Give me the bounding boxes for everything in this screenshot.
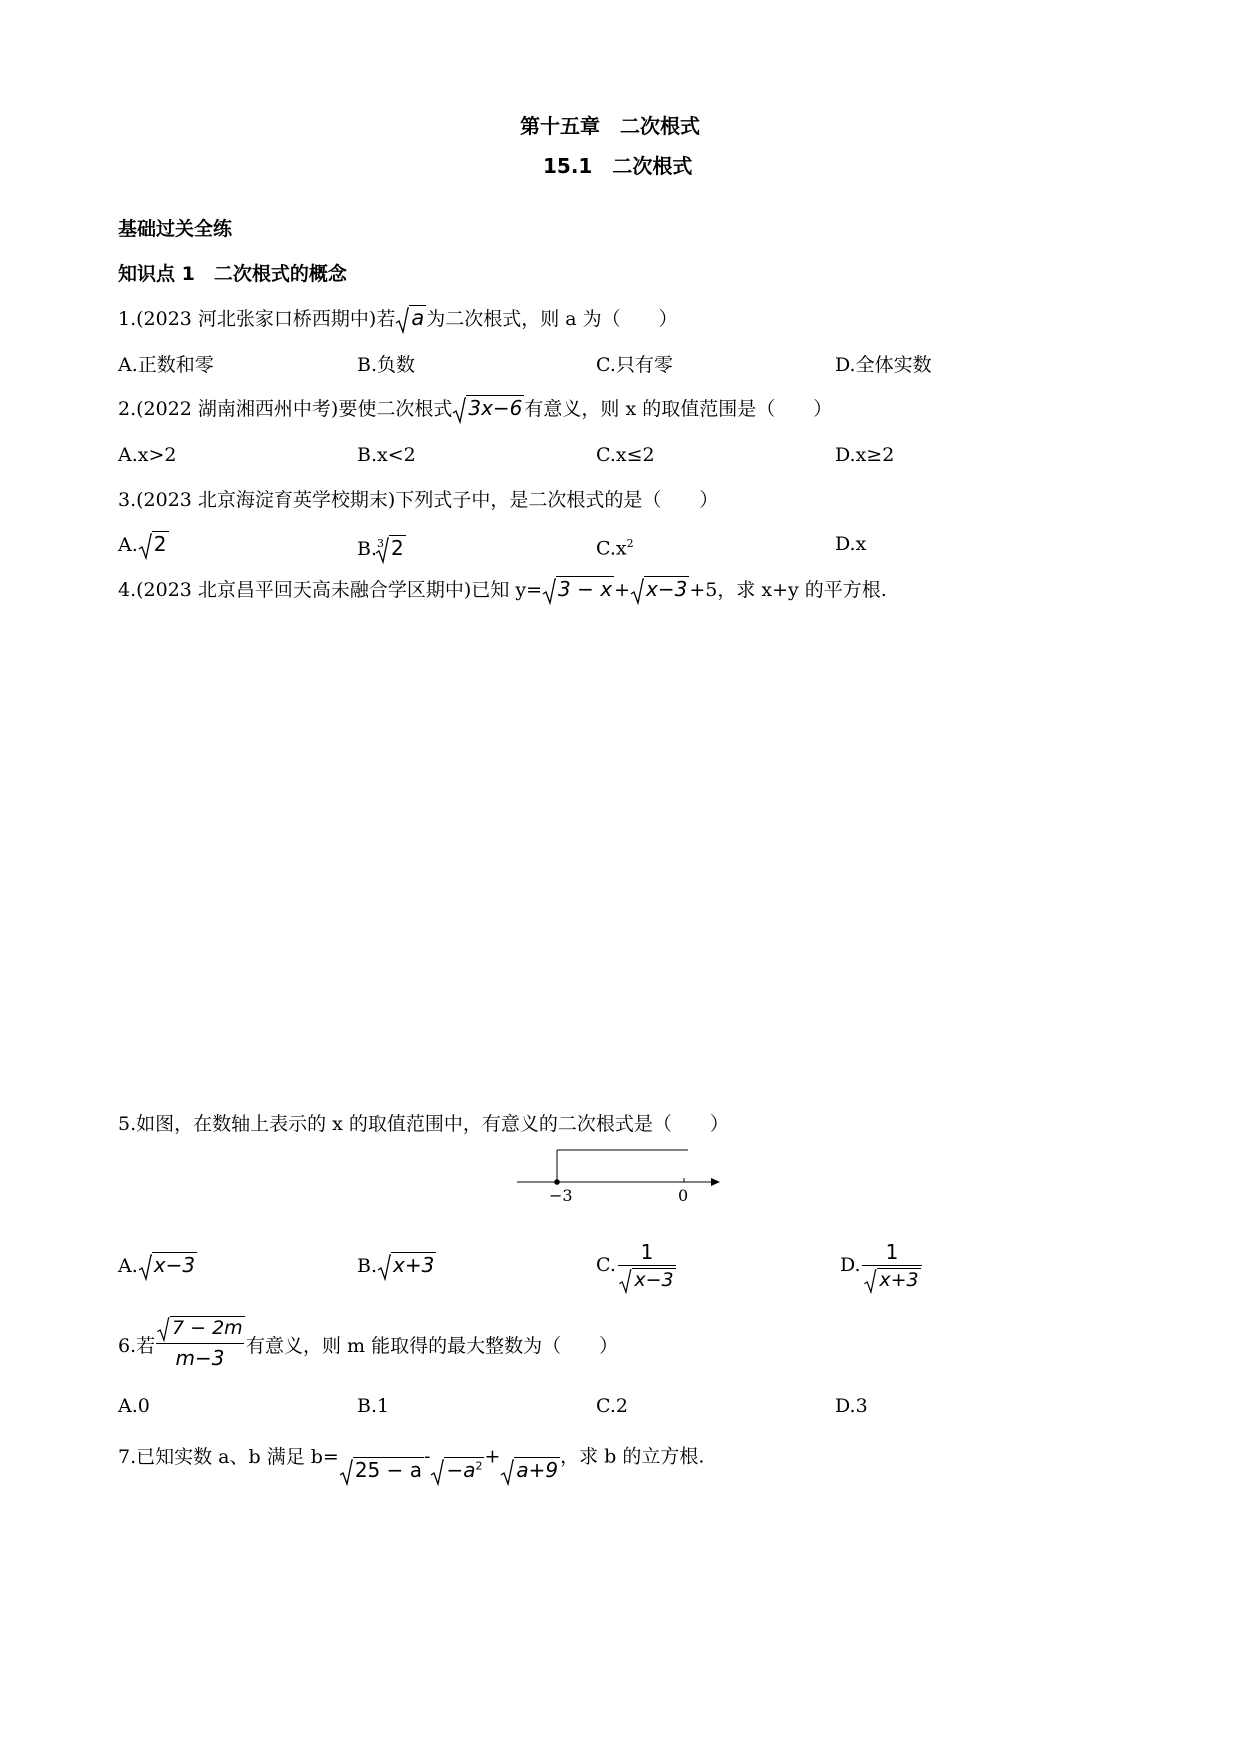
sqrt-sign (138, 1253, 152, 1281)
q5-option-c-numerator: 1 (640, 1240, 654, 1264)
q1-option-d[interactable]: D.全体实数 (835, 354, 932, 376)
q3-option-b-radicand: 2 (391, 536, 404, 560)
q1-option-c[interactable]: C.只有零 (596, 354, 673, 376)
question-6-numerator (156, 1314, 244, 1342)
question-3: 3.(2023 北京海淀育英学校期末)下列式子中，是二次根式的是（ ） (118, 489, 719, 511)
q1-option-a[interactable]: A.正数和零 (118, 354, 214, 376)
q6-option-a[interactable]: A.0 (118, 1395, 150, 1417)
q3-option-d[interactable]: D.x (835, 533, 867, 555)
q6-option-d[interactable]: D.3 (835, 1395, 868, 1417)
question-7-minus: - (424, 1445, 431, 1468)
q5-option-a-label: A. (118, 1255, 138, 1277)
question-7-radicand-2 (444, 1457, 484, 1482)
q3-option-c-exponent: 2 (626, 537, 634, 550)
q5-option-d-denominator (862, 1266, 922, 1294)
q3-option-c-label: C.x (596, 537, 627, 560)
question-1-prefix: 1.(2023 河北张家口桥西期中)若 (118, 308, 396, 330)
question-6-num-radicand: 7 − 2m (172, 1317, 243, 1339)
question-4-plus: + (614, 579, 631, 601)
q3-option-a-radicand: 2 (153, 532, 167, 556)
q3-option-c[interactable] (596, 532, 634, 560)
question-4-suffix: +5，求 x+y 的平方根. (689, 579, 887, 601)
question-7-radicand-2-exp: 2 (475, 1459, 483, 1472)
question-1-radicand: a (411, 306, 425, 330)
section-title-text: 15.1 二次根式 (543, 154, 693, 178)
sqrt-sign (377, 1253, 391, 1281)
question-6-prefix: 6.若 (118, 1335, 156, 1357)
q5-option-d-label: D. (840, 1254, 861, 1276)
q1-option-b[interactable]: B.负数 (357, 354, 416, 376)
question-2 (118, 396, 832, 424)
q2-option-a[interactable]: A.x>2 (118, 444, 177, 466)
question-7-prefix: 7.已知实数 a、b 满足 b= (118, 1445, 339, 1468)
question-4-radicand-1: 3 − x (558, 577, 613, 601)
solid-endpoint-dot (554, 1179, 560, 1185)
section-title (543, 154, 692, 178)
sqrt-sign (138, 532, 152, 560)
q5-option-c-label: C. (596, 1254, 616, 1276)
question-7-plus: + (484, 1445, 501, 1468)
q2-option-c[interactable]: C.x≤2 (596, 444, 655, 466)
q6-option-c[interactable]: C.2 (596, 1395, 628, 1417)
q5-option-a[interactable] (118, 1253, 197, 1281)
q2-option-d[interactable]: D.x≥2 (835, 444, 895, 466)
question-7-suffix: ，求 b 的立方根. (560, 1445, 705, 1468)
q3-option-a-label: A. (118, 534, 138, 556)
axis-label-neg3: −3 (549, 1186, 573, 1204)
q2-option-b[interactable]: B.x<2 (357, 444, 416, 466)
number-line-figure (515, 1146, 720, 1204)
question-2-radicand: 3x−6 (468, 396, 523, 420)
q3-option-b-index: 3 (377, 537, 385, 550)
q3-option-b[interactable] (357, 532, 406, 564)
question-2-suffix: 有意义，则 x 的取值范围是（ ） (524, 398, 833, 420)
question-7-radicand-3: a+9 (516, 1457, 559, 1482)
cube-root-sign (375, 536, 389, 564)
sqrt-sign (618, 1268, 632, 1294)
axis-label-zero: 0 (678, 1186, 689, 1204)
question-7-radicand-2-base: −a (446, 1457, 476, 1482)
question-6-fraction (156, 1314, 244, 1372)
sqrt-sign (863, 1268, 877, 1294)
sqrt-sign (452, 396, 466, 424)
question-6-suffix: 有意义，则 m 能取得的最大整数为（ ） (246, 1335, 619, 1357)
question-2-prefix: 2.(2022 湖南湘西州中考)要使二次根式 (118, 398, 453, 420)
q5-option-b-radicand: x+3 (393, 1253, 435, 1277)
question-4-prefix: 4.(2023 北京昌平回天高未融合学区期中)已知 y= (118, 579, 543, 601)
q5-option-d-numerator: 1 (885, 1240, 899, 1264)
exercise-heading: 基础过关全练 (118, 218, 233, 240)
q3-option-a[interactable] (118, 532, 169, 560)
sqrt-sign (430, 1458, 444, 1486)
question-5: 5.如图，在数轴上表示的 x 的取值范围中，有意义的二次根式是（ ） (118, 1113, 729, 1135)
q6-option-b[interactable]: B.1 (357, 1395, 390, 1417)
q5-option-b-label: B. (357, 1255, 378, 1277)
q5-option-c-radicand: x−3 (634, 1269, 674, 1291)
sqrt-sign (156, 1316, 170, 1342)
q5-option-c-denominator (618, 1266, 676, 1294)
question-1 (118, 306, 678, 334)
arrow-head-icon (711, 1178, 720, 1186)
q3-option-b-label: B. (357, 538, 378, 560)
sqrt-sign (630, 577, 644, 605)
q5-option-d-radicand: x+3 (879, 1269, 919, 1291)
question-4 (118, 577, 887, 605)
chapter-title: 第十五章 二次根式 (520, 114, 700, 138)
question-7 (118, 1440, 704, 1480)
q5-option-c-fraction (618, 1240, 676, 1294)
sqrt-sign (395, 306, 409, 334)
q5-option-b[interactable] (357, 1253, 436, 1281)
q5-option-d-fraction (862, 1240, 922, 1294)
question-6-denominator: m−3 (175, 1346, 225, 1370)
q5-option-a-radicand: x−3 (153, 1253, 196, 1277)
sqrt-sign (542, 577, 556, 605)
question-4-radicand-2: x−3 (646, 577, 688, 601)
sqrt-sign (339, 1458, 353, 1486)
question-1-suffix: 为二次根式，则 a 为（ ） (426, 308, 678, 330)
question-7-radicand-1: 25 − a (354, 1457, 423, 1482)
sqrt-sign (500, 1458, 514, 1486)
knowledge-point-heading: 知识点 1 二次根式的概念 (118, 263, 347, 285)
